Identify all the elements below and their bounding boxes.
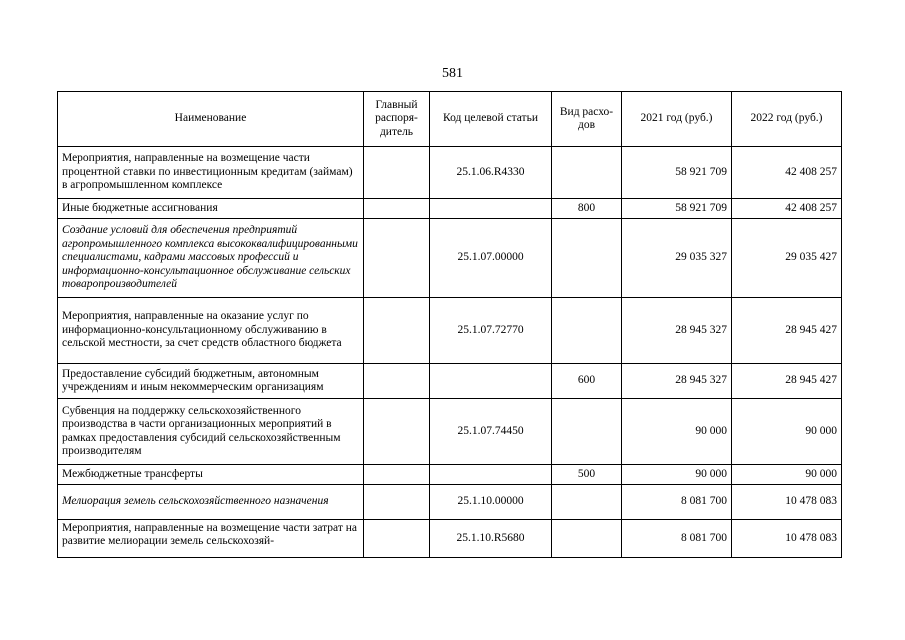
row-manager <box>364 465 430 485</box>
table-row <box>58 147 842 199</box>
row-2022: 42 408 257 <box>732 199 842 219</box>
row-expense-type: 800 <box>552 199 622 219</box>
header-2022: 2022 год (руб.) <box>732 92 842 147</box>
row-code <box>430 465 552 485</box>
table-row <box>58 399 842 465</box>
row-code: 25.1.07.00000 <box>430 219 552 298</box>
row-code: 25.1.10.R5680 <box>430 520 552 558</box>
row-manager <box>364 364 430 399</box>
row-code <box>430 199 552 219</box>
page-number: 581 <box>442 66 463 81</box>
row-manager <box>364 399 430 465</box>
row-code: 25.1.10.00000 <box>430 485 552 520</box>
row-manager <box>364 520 430 558</box>
row-2022: 90 000 <box>732 399 842 465</box>
table-header-row <box>58 92 842 147</box>
table-row <box>58 485 842 520</box>
row-2022: 28 945 427 <box>732 298 842 364</box>
row-expense-type <box>552 147 622 199</box>
row-2021: 28 945 327 <box>622 364 732 399</box>
row-manager <box>364 298 430 364</box>
row-name: Создание условий для обеспечения предприятий агропромышленного комплекса высококвалифицированными специалистами, кадрами массовых профессий и информационно-консультационное обслуживание сельских товаропроизводителей <box>58 219 364 298</box>
row-2022: 42 408 257 <box>732 147 842 199</box>
row-name: Межбюджетные трансферты <box>58 465 364 485</box>
table-row <box>58 298 842 364</box>
row-2022: 10 478 083 <box>732 520 842 558</box>
row-manager <box>364 147 430 199</box>
row-name: Субвенция на поддержку сельскохозяйственного производства в части организационных мероприятий в рамках предоставления субсидий сельскохозяйственным производителям <box>58 399 364 465</box>
row-2022: 90 000 <box>732 465 842 485</box>
table-row <box>58 199 842 219</box>
header-2021: 2021 год (руб.) <box>622 92 732 147</box>
row-expense-type <box>552 399 622 465</box>
row-2021: 58 921 709 <box>622 199 732 219</box>
row-manager <box>364 219 430 298</box>
row-2021: 58 921 709 <box>622 147 732 199</box>
row-2022: 28 945 427 <box>732 364 842 399</box>
header-name: Наименование <box>58 92 364 147</box>
row-2022: 10 478 083 <box>732 485 842 520</box>
header-expense-type: Вид расхо-дов <box>552 92 622 147</box>
budget-table <box>57 91 842 558</box>
row-expense-type: 600 <box>552 364 622 399</box>
row-2021: 90 000 <box>622 399 732 465</box>
table-row <box>58 364 842 399</box>
header-manager: Главный распоря-дитель <box>364 92 430 147</box>
header-code: Код целевой статьи <box>430 92 552 147</box>
row-2021: 8 081 700 <box>622 520 732 558</box>
row-name: Мероприятия, направленные на оказание услуг по информационно-консультационному обслуживанию в сельской местности, за счет средств областного бюджета <box>58 298 364 364</box>
row-2021: 8 081 700 <box>622 485 732 520</box>
row-code <box>430 364 552 399</box>
row-code: 25.1.07.74450 <box>430 399 552 465</box>
row-manager <box>364 485 430 520</box>
row-expense-type <box>552 298 622 364</box>
table-row <box>58 219 842 298</box>
row-2021: 90 000 <box>622 465 732 485</box>
row-name: Предоставление субсидий бюджетным, автономным учреждениям и иным некоммерческим организациям <box>58 364 364 399</box>
row-name: Мероприятия, направленные на возмещение части процентной ставки по инвестиционным кредитам (займам) в агропромышленном комплексе <box>58 147 364 199</box>
row-2021: 29 035 327 <box>622 219 732 298</box>
row-code: 25.1.07.72770 <box>430 298 552 364</box>
row-expense-type: 500 <box>552 465 622 485</box>
row-2021: 28 945 327 <box>622 298 732 364</box>
row-2022: 29 035 427 <box>732 219 842 298</box>
row-name: Мелиорация земель сельскохозяйственного назначения <box>58 485 364 520</box>
row-code: 25.1.06.R4330 <box>430 147 552 199</box>
table-row <box>58 465 842 485</box>
table-row <box>58 520 842 558</box>
row-expense-type <box>552 219 622 298</box>
row-name: Иные бюджетные ассигнования <box>58 199 364 219</box>
row-expense-type <box>552 485 622 520</box>
row-manager <box>364 199 430 219</box>
row-name: Мероприятия, направленные на возмещение части затрат на развитие мелиорации земель сельскохозяй- <box>58 520 364 558</box>
row-expense-type <box>552 520 622 558</box>
